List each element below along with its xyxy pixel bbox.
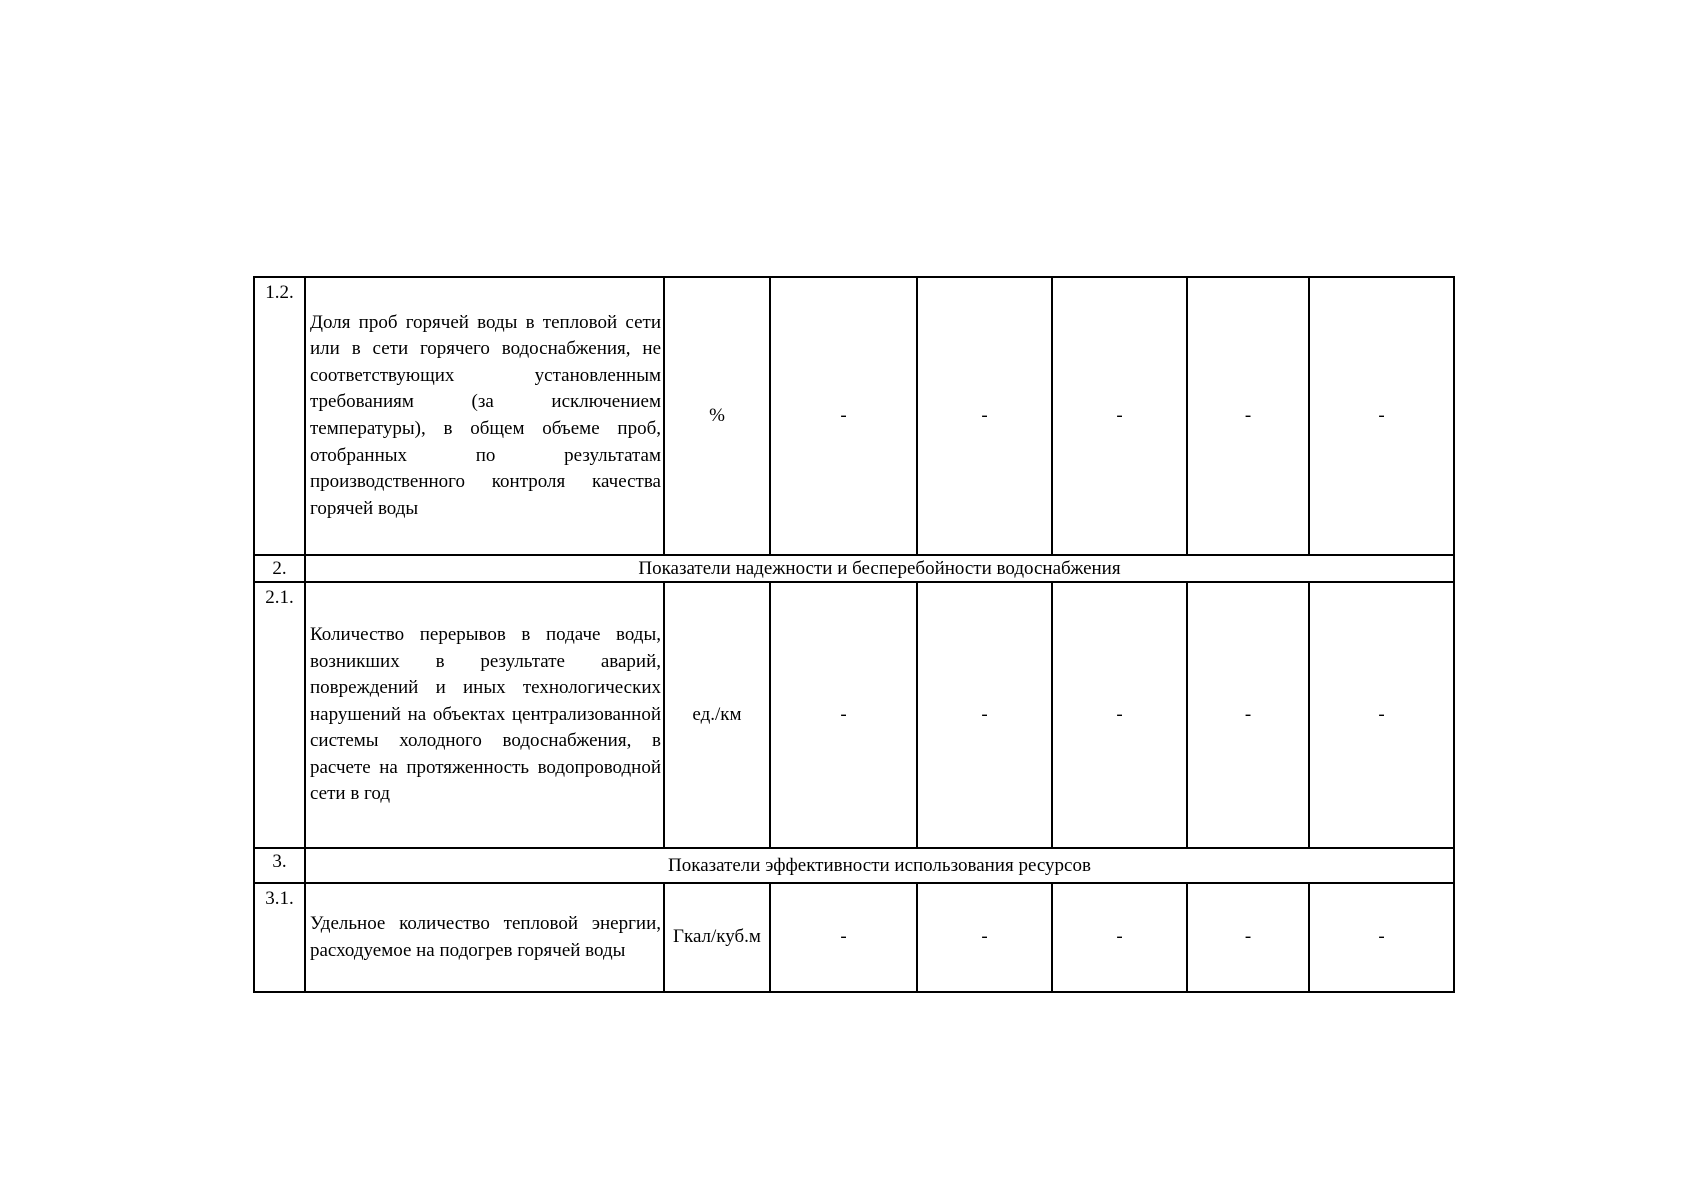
value-cell: -	[770, 277, 917, 555]
value-cell: -	[917, 883, 1052, 992]
value-cell: -	[1187, 582, 1309, 848]
value-cell: -	[1187, 277, 1309, 555]
value-cell: -	[770, 883, 917, 992]
value-cell: -	[1052, 277, 1187, 555]
value-cell: -	[1309, 582, 1454, 848]
unit-cell: %	[664, 277, 770, 555]
value-cell: -	[1052, 582, 1187, 848]
value-cell: -	[1187, 883, 1309, 992]
value-cell: -	[1309, 277, 1454, 555]
value-cell: -	[1052, 883, 1187, 992]
table-row	[254, 582, 1454, 848]
value-cell: -	[1309, 883, 1454, 992]
value-cell: -	[770, 582, 917, 848]
table-row	[254, 883, 1454, 992]
unit-cell: Гкал/куб.м	[664, 883, 770, 992]
section-number: 2.	[254, 555, 305, 582]
indicator-description: Количество перерывов в подаче воды, возникших в результате аварий, повреждений и иных технологических нарушений на объектах централизованной системы холодного водоснабжения, в расчете на протяженность водопроводной сети в год	[305, 582, 664, 848]
row-number: 3.1.	[254, 883, 305, 992]
unit-cell: ед./км	[664, 582, 770, 848]
table-row	[254, 277, 1454, 555]
section-row	[254, 555, 1454, 582]
section-row	[254, 848, 1454, 883]
section-number: 3.	[254, 848, 305, 883]
row-number: 2.1.	[254, 582, 305, 848]
section-title: Показатели надежности и бесперебойности водоснабжения	[305, 555, 1454, 582]
value-cell: -	[917, 277, 1052, 555]
value-cell: -	[917, 582, 1052, 848]
indicator-description: Удельное количество тепловой энергии, расходуемое на подогрев горячей воды	[305, 883, 664, 992]
section-title: Показатели эффективности использования ресурсов	[305, 848, 1454, 883]
indicators-table	[253, 276, 1455, 993]
indicator-description: Доля проб горячей воды в тепловой сети или в сети горячего водоснабжения, не соответствующих установленным требованиям (за исключением температуры), в общем объеме проб, отобранных по результатам производственного контроля качества горячей воды	[305, 277, 664, 555]
row-number: 1.2.	[254, 277, 305, 555]
